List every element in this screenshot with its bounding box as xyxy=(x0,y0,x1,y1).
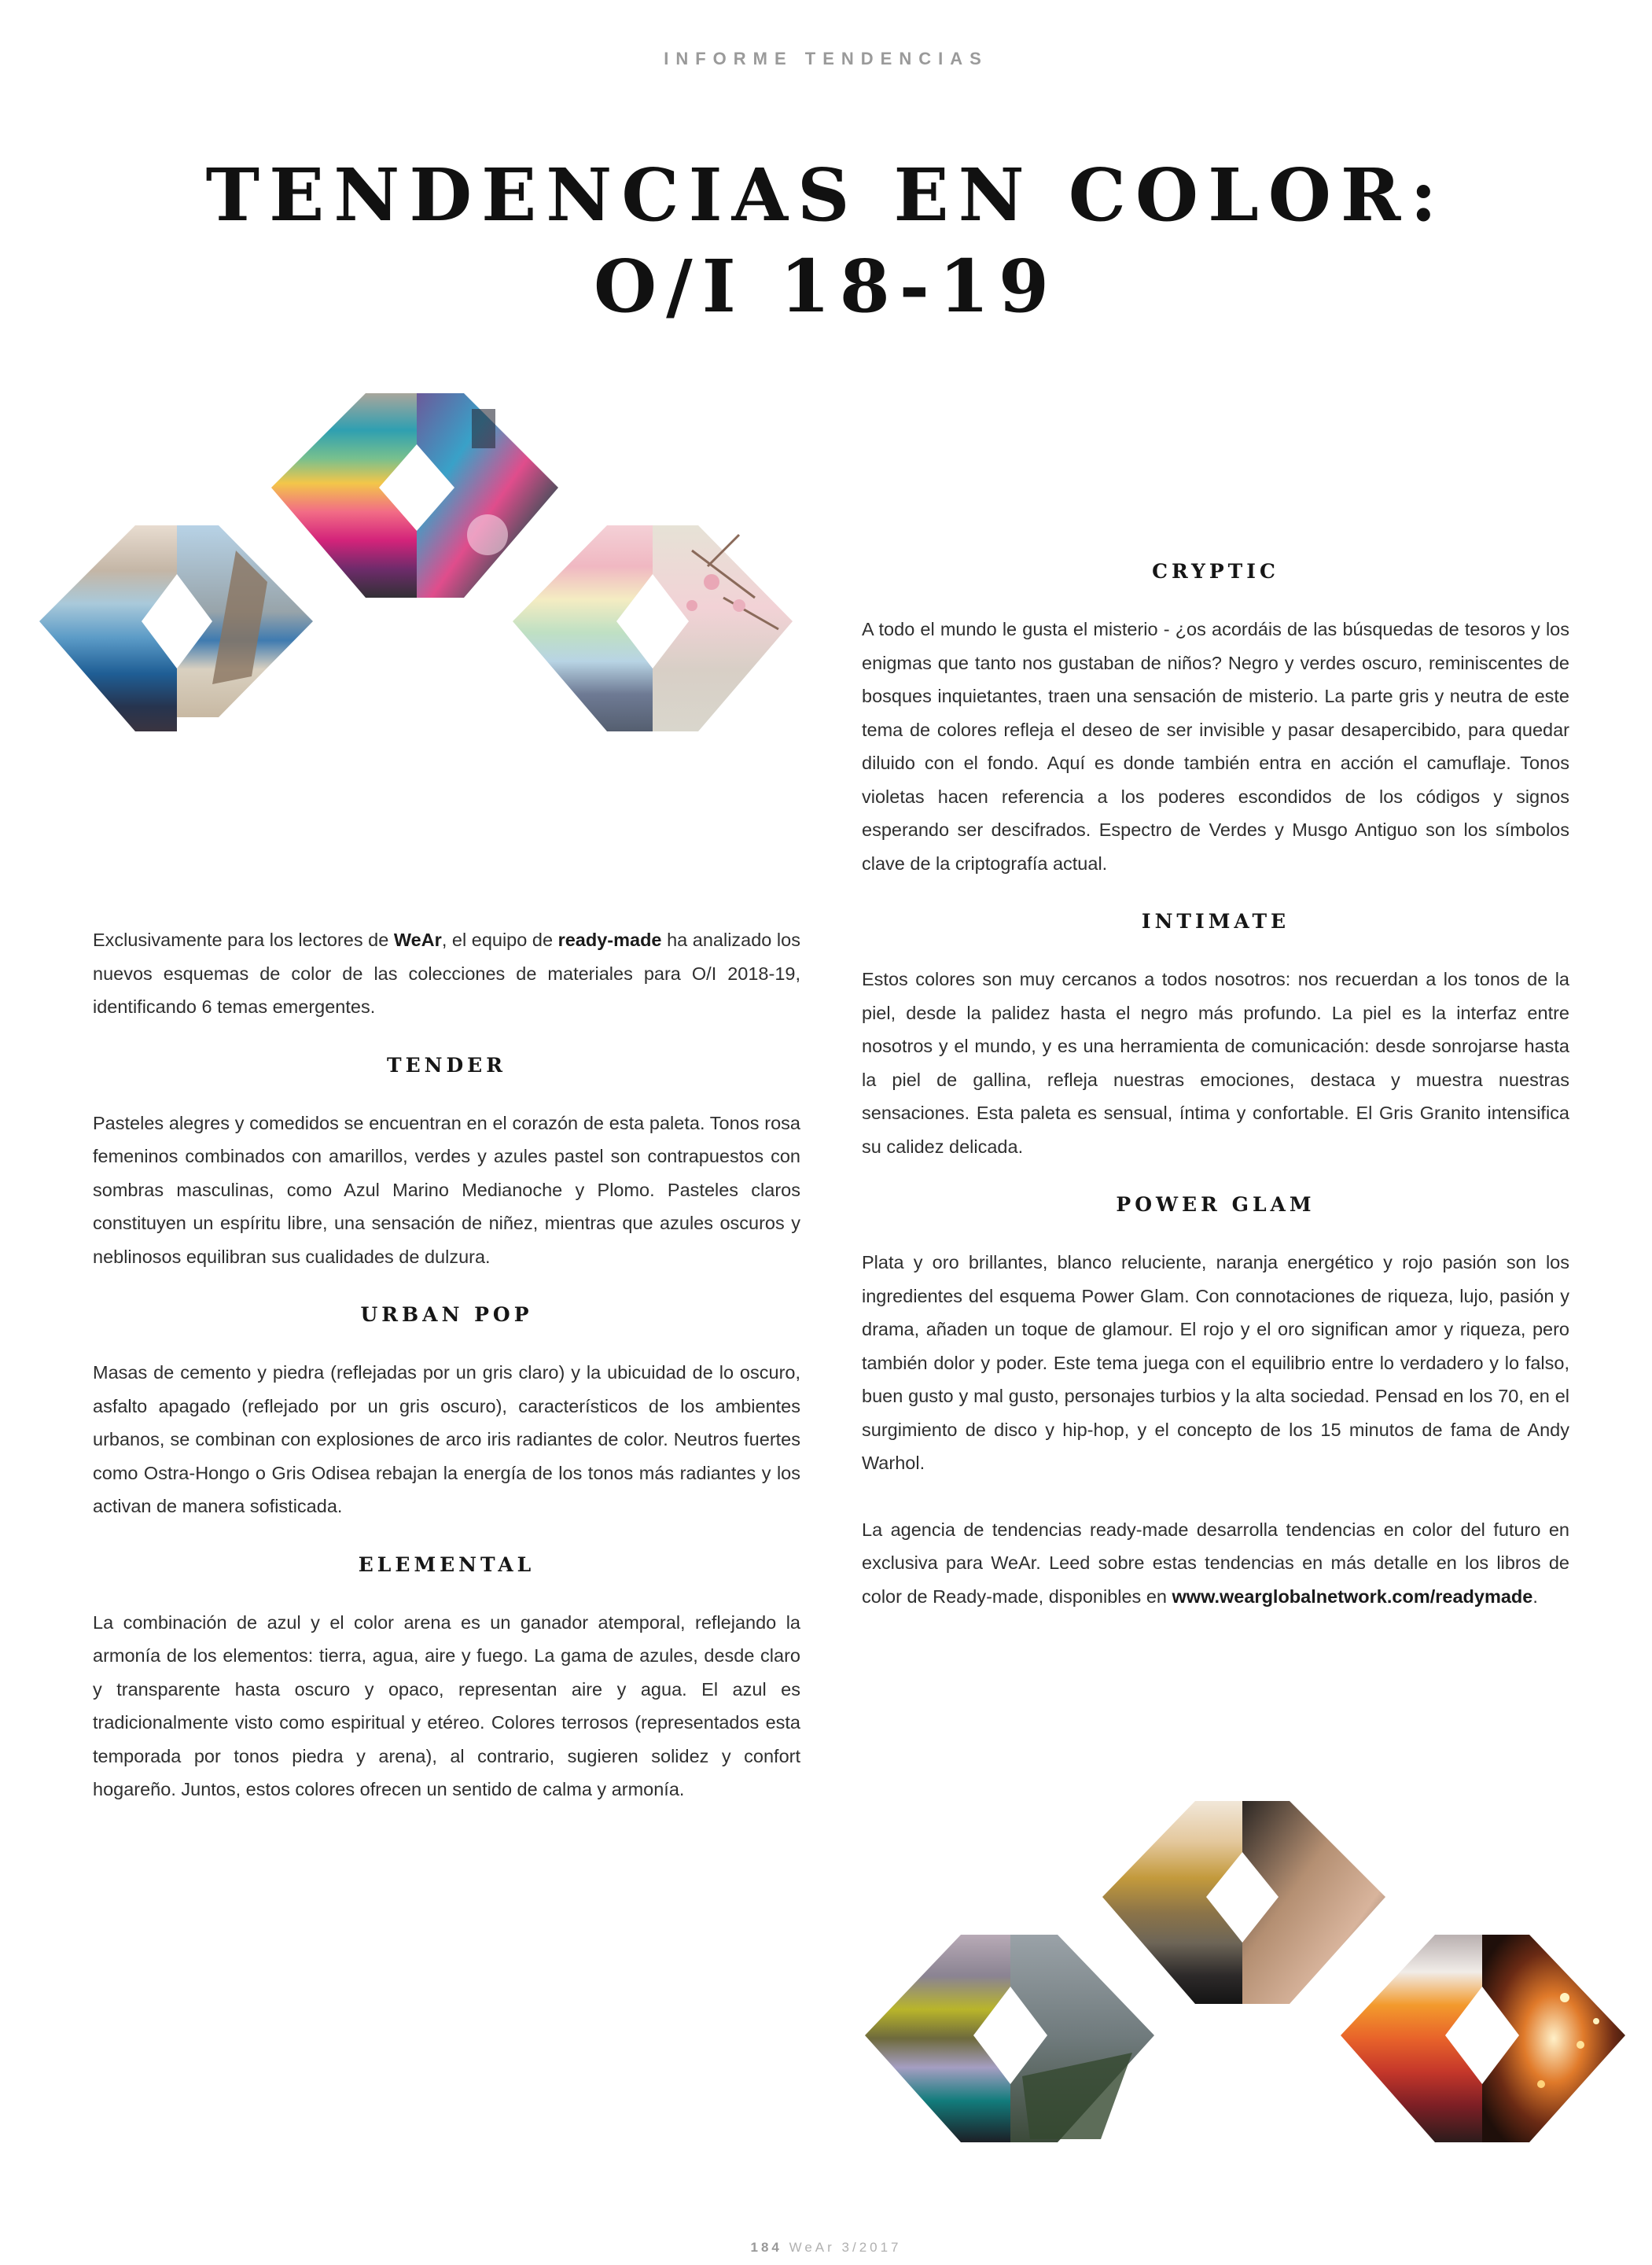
urban-pop-swatch xyxy=(271,393,558,598)
tender-body: Pasteles alegres y comedidos se encuentran en el corazón de esta paleta. Tonos rosa femeninos combinados con amarillos, verdes y azules pastel son contrapuestos con sombras masculinas, como Azul Marino Medianoche y Plomo. Pasteles claros constituyen un espíritu libre, una sensación de niñez, mientras que azules oscuros y neblinosos equilibran sus cualidades de dulzura. xyxy=(93,1112,800,1267)
magazine-issue: WeAr 3/2017 xyxy=(789,2240,902,2255)
elemental-heading: ELEMENTAL xyxy=(358,1552,535,1576)
left-column xyxy=(93,923,800,1806)
cryptic-heading: CRYPTIC xyxy=(1152,560,1279,583)
right-column xyxy=(862,560,1569,1613)
title-line-1: TENDENCIAS EN COLOR: xyxy=(205,153,1447,238)
intimate-heading: INTIMATE xyxy=(1141,910,1290,933)
urban-pop-heading: URBAN POP xyxy=(360,1303,533,1326)
section-kicker: INFORME TENDENCIAS xyxy=(664,49,988,68)
power-glam-heading: POWER GLAM xyxy=(1116,1193,1315,1216)
tender-heading: TENDER xyxy=(386,1053,507,1077)
intimate-body: Estos colores son muy cercanos a todos nosotros: nos recuerdan a los tonos de la piel, desde la palidez hasta el negro más profundo. La piel es la interfaz entre nosotros y el mundo, y es una herramienta de comunicación: desde sonrojarse hasta la piel de gallina, refleja nuestras emociones, destaca y muestra nuestras sensaciones. Esta paleta es sensual, íntima y confortable. El Gris Granito intensifica su calidez delicada. xyxy=(862,969,1569,1157)
urban-pop-body: Masas de cemento y piedra (reflejadas por un gris claro) y la ubicuidad de lo oscuro, asfalto apagado (reflejado por un gris oscuro), característicos de los ambientes urbanos, se combinan con explosiones de arco iris radiantes de color. Neutros fuertes como Ostra-Hongo o Gris Odisea rebajan la energía de los tonos más radiantes y los activan de manera sofisticada. xyxy=(93,1362,800,1516)
cryptic-body: A todo el mundo le gusta el misterio - ¿os acordáis de las búsquedas de tesoros y los enigmas que tanto nos gustaban de niños? Negro y verdes oscuro, reminiscentes de bosques inquietantes, traen una sensación de misterio. La parte gris y neutra de este tema de colores refleja el deseo de ser invisible y pasar desapercibido, para quedar diluido con el fondo. Aquí es donde también entra en acción el camuflaje. Tonos violetas hacen referencia a los poderes escondidos de los códigos y signos esperando ser descifrados. Espectro de Verdes y Musgo Antiguo son los símbolos clave de la criptografía actual. xyxy=(862,619,1569,874)
tender-swatch xyxy=(513,525,793,731)
page-title xyxy=(0,149,1652,332)
cryptic-swatch xyxy=(865,1935,1154,2142)
power-glam-body: Plata y oro brillantes, blanco reluciente, naranja energético y rojo pasión son los ingredientes del esquema Power Glam. Con connotaciones de riqueza, lujo, pasión y drama, añaden un toque de glamour. El rojo y el oro significan amor y riqueza, pero también dolor y poder. Este tema juega con el equilibrio entre lo verdadero y lo falso, buen gusto y mal gusto, personajes turbios y la alta sociedad. Pensad en los 70, en el surgimiento de disco y hip-hop, y el concepto de los 15 minutos de fama de Andy Warhol. xyxy=(862,1252,1569,1473)
page-number: 184 xyxy=(750,2240,782,2255)
intimate-swatch xyxy=(1102,1801,1385,2004)
elemental-body: La combinación de azul y el color arena es un ganador atemporal, reflejando la armonía de los elementos: tierra, agua, aire y fuego. La gama de azules, desde claro y transparente hasta oscuro y opaco, representan aire y agua. El azul es tradicionalmente visto como espiritual y etéreo. Colores terrosos (representados esta temporada por tonos piedra y arena), al contrario, sugieren solidez y confort hogareño. Juntos, estos colores ofrecen un sentido de calma y armonía. xyxy=(93,1611,800,1799)
power-glam-swatch xyxy=(1341,1935,1625,2142)
readymade-link[interactable]: www.wearglobalnetwork.com/readymade xyxy=(1172,1586,1533,1607)
page-footer xyxy=(0,2240,1652,2256)
title-line-2: O/I 18-19 xyxy=(593,244,1059,329)
closing-paragraph: La agencia de tendencias ready-made desarrolla tendencias en color del futuro en exclusiva para WeAr. Leed sobre estas tendencias en más detalle en los libros de color de Ready-made, disponibles en www.wearglobalnetwork.com/readymade. xyxy=(862,1519,1569,1607)
elemental-swatch xyxy=(39,525,313,731)
intro-paragraph: Exclusivamente para los lectores de WeAr, el equipo de ready-made ha analizado los nuevos esquemas de color de las colecciones de materiales para O/I 2018-19, identificando 6 temas emergentes. xyxy=(93,930,800,1017)
